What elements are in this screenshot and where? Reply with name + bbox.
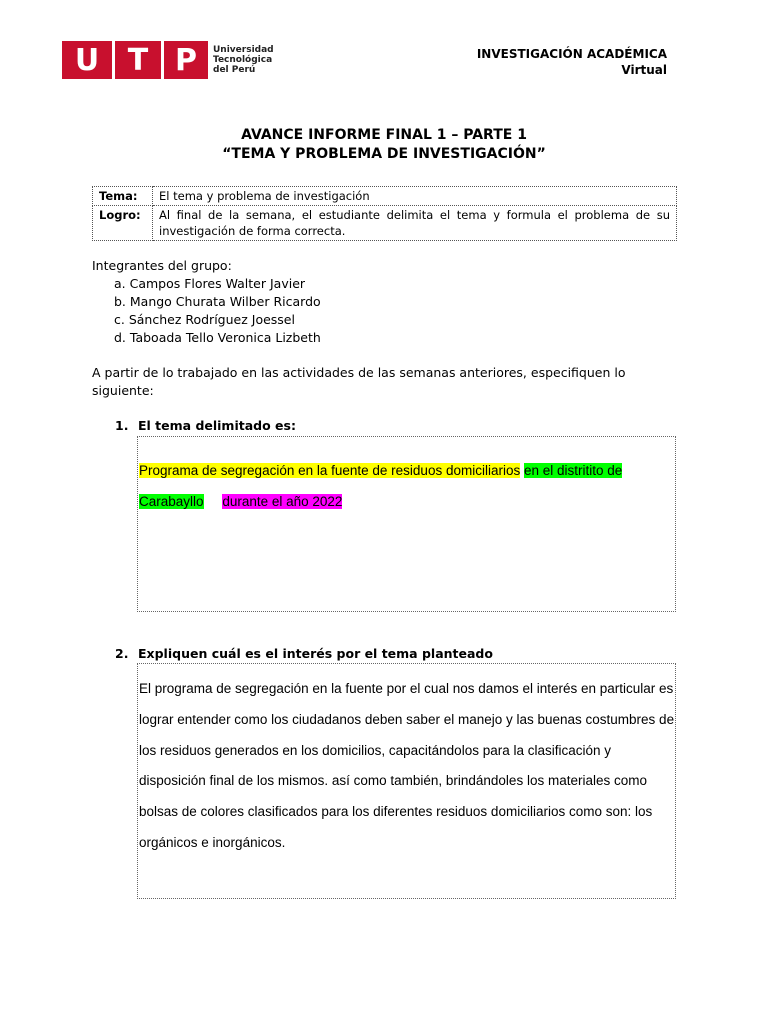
table-row [93,187,677,206]
list-item: d. Taboada Tello Veronica Lizbeth [114,330,321,345]
question-1 [115,418,296,433]
list-item: c. Sánchez Rodríguez Joessel [114,312,295,327]
info-table [92,186,677,241]
document-title [0,126,768,164]
utp-logo [62,41,274,79]
question-label: El tema delimitado es: [138,418,296,433]
logo-letter-u: U [62,41,112,79]
logro-value: Al final de la semana, el estudiante delimita el tema y formula el problema de su investigación de forma correcta. [153,206,677,241]
instructions-text: A partir de lo trabajado en las actividades de las semanas anteriores, especifiquen lo siguiente: [92,365,626,398]
answer-text-1 [139,455,675,517]
answer-text-2: El programa de segregación en la fuente por el cual nos damos el interés en particular es lograr entender como los ciudadanos deben saber el manejo y las buenas costumbres de los residuos generados en los domicilios, capacitándolos para la clasificación y disposición final de los mismos. así como también, brindándoles los materiales como bolsas de colores clasificados para los diferentes residuos domiciliarios como son: los orgánicos e inorgánicos. [139,681,675,850]
tema-label: Tema: [93,187,153,206]
group-members [92,257,321,347]
question-2 [115,646,493,661]
question-label: Expliquen cuál es el interés por el tema planteado [138,646,493,661]
table-row [93,206,677,241]
logo-line-2: Tecnológica [213,55,273,65]
logo-line-3: del Perú [213,65,256,75]
question-number: 1. [115,418,129,433]
course-name: INVESTIGACIÓN ACADÉMICA [476,47,667,61]
question-number: 2. [115,646,129,661]
list-item: a. Campos Flores Walter Javier [114,276,306,291]
answer-box-1[interactable] [137,436,676,612]
logo-letter-p: P [164,41,208,79]
members-heading: Integrantes del grupo: [92,258,232,273]
highlight-green-segment: en el distritito de Carabayllo [139,463,623,509]
title-line-2: “TEMA Y PROBLEMA DE INVESTIGACIÓN” [222,146,546,162]
tema-value: El tema y problema de investigación [153,187,677,206]
answer-box-2[interactable] [137,663,676,899]
document-header [477,46,667,78]
highlight-magenta-segment: durante el año 2022 [222,494,343,509]
title-line-1: AVANCE INFORME FINAL 1 – PARTE 1 [241,127,527,143]
highlight-yellow-segment: Programa de segregación en la fuente de residuos domiciliarios [139,463,521,478]
course-mode: Virtual [621,63,667,77]
logro-label: Logro: [93,206,153,241]
members-list [92,275,321,347]
logo-letter-t: T [115,41,161,79]
list-item: b. Mango Churata Wilber Ricardo [114,294,321,309]
logo-wordmark [213,45,274,75]
logo-line-1: Universidad [213,45,274,55]
